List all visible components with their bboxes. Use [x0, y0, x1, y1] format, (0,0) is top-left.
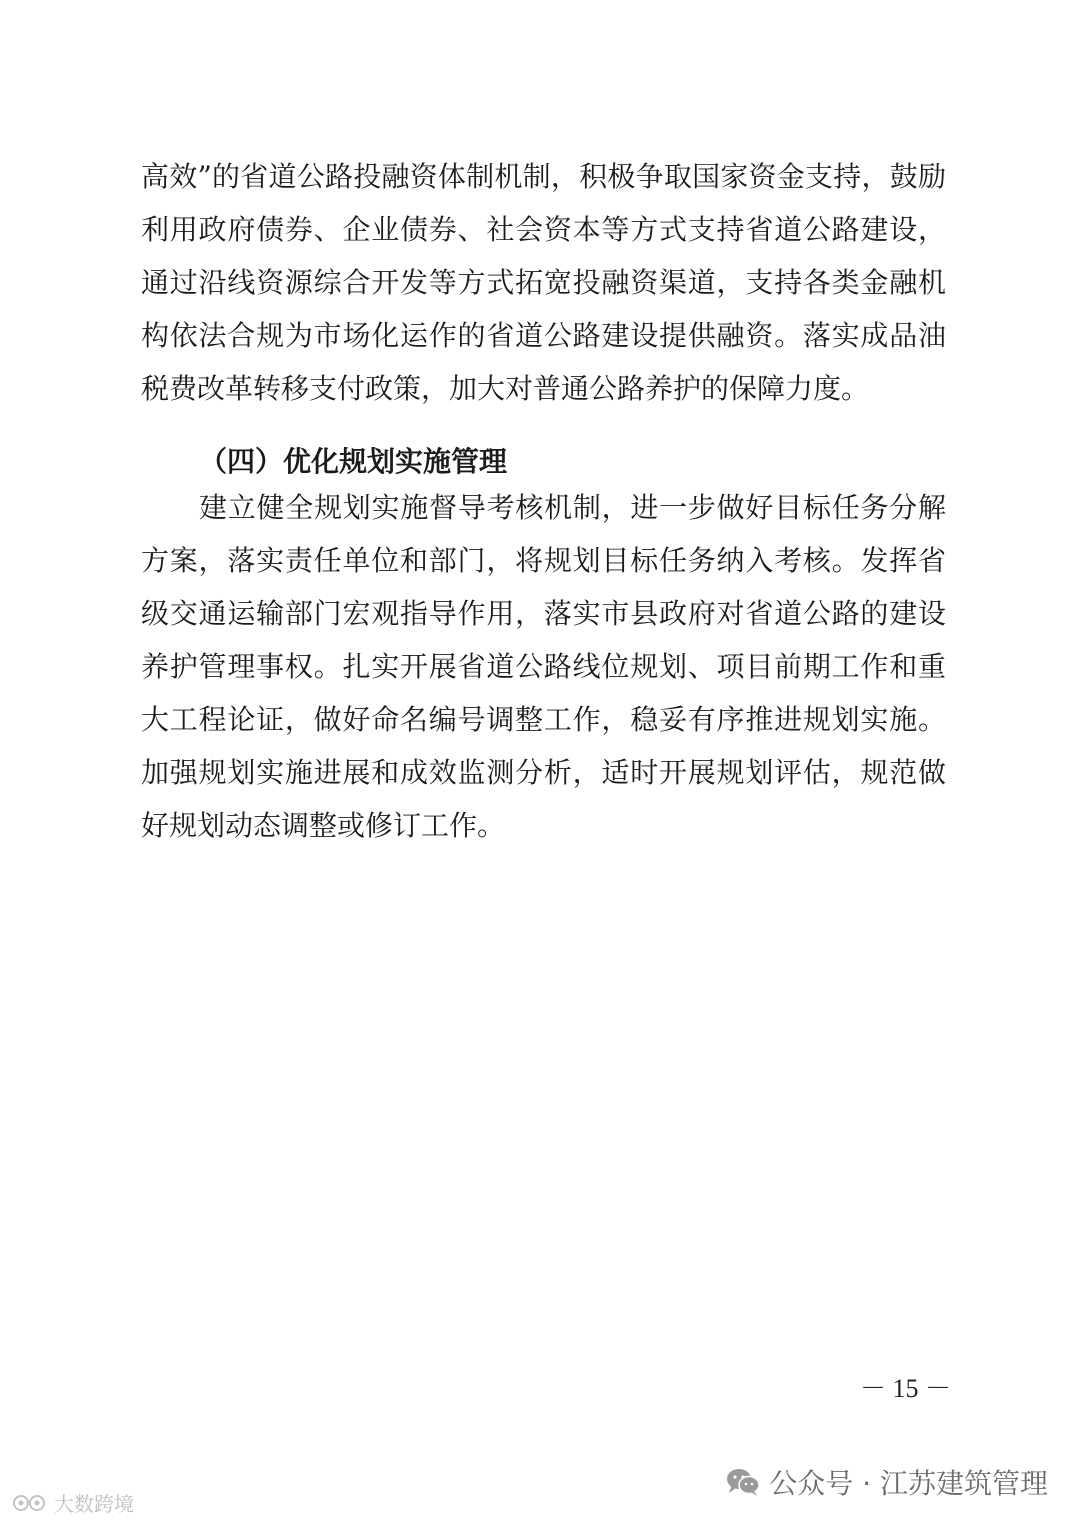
- eye-icon: [12, 1493, 50, 1513]
- section-heading: （四）优化规划实施管理: [199, 445, 508, 478]
- paragraph-funding: [141, 150, 946, 415]
- wechat-watermark: [725, 1462, 1048, 1502]
- paragraph-implementation: [141, 481, 946, 852]
- paragraph-line: 大工程论证，做好命名编号调整工作，稳妥有序推进规划实施。: [141, 703, 946, 736]
- paragraph-line: 加强规划实施进展和成效监测分析，适时开展规划评估，规范做: [141, 756, 946, 789]
- paragraph-line: 税费改革转移支付政策，加大对普通公路养护的保障力度。: [141, 372, 870, 405]
- paragraph-line: 养护管理事权。扎实开展省道公路线位规划、项目前期工作和重: [141, 650, 946, 683]
- page-number: － 15 －: [860, 1374, 952, 1403]
- brand-watermark-text: 大数跨境: [54, 1492, 134, 1516]
- wechat-watermark-text: 公众号 · 江苏建筑管理: [769, 1467, 1048, 1500]
- paragraph-line: 通过沿线资源综合开发等方式拓宽投融资渠道，支持各类金融机: [141, 266, 946, 299]
- paragraph-line: 好规划动态调整或修订工作。: [141, 809, 506, 842]
- paragraph-line: 构依法合规为市场化运作的省道公路建设提供融资。落实成品油: [141, 319, 946, 352]
- paragraph-line: 高效”的省道公路投融资体制机制，积极争取国家资金支持，鼓励: [141, 160, 946, 193]
- brand-watermark: [12, 1488, 134, 1517]
- wechat-icon: [725, 1467, 761, 1497]
- paragraph-line: 级交通运输部门宏观指导作用，落实市县政府对省道公路的建设: [141, 597, 946, 630]
- paragraph-line: 方案，落实责任单位和部门，将规划目标任务纳入考核。发挥省: [141, 544, 946, 577]
- paragraph-line: 建立健全规划实施督导考核机制，进一步做好目标任务分解: [199, 491, 946, 524]
- paragraph-line: 利用政府债券、企业债券、社会资本等方式支持省道公路建设，: [141, 213, 946, 246]
